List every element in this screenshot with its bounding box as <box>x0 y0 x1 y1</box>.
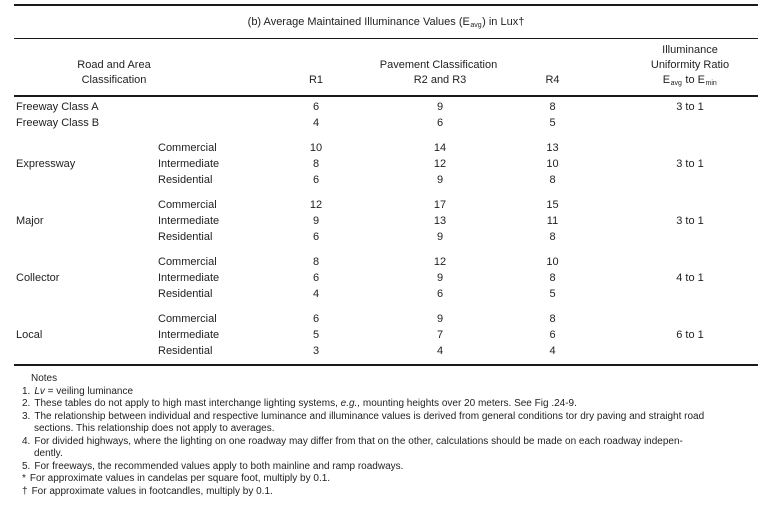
cell-r2r3: 9 <box>436 174 444 186</box>
cell-area: Intermediate <box>158 329 220 341</box>
ratio-header-line2: Uniformity Ratio <box>650 59 730 71</box>
cell-road <box>14 311 155 327</box>
note-marker: † <box>22 485 28 497</box>
cell-r1: 9 <box>312 215 320 227</box>
note-text: For approximate values in footcandles, multiply by 0.1. <box>31 485 273 497</box>
cell-r4: 8 <box>549 272 556 284</box>
cell-r1: 6 <box>312 101 320 113</box>
note-text: For divided highways, where the lighting on one roadway may differ from that on the other, calculations should be made on each roadway indepen- dently. <box>34 435 683 459</box>
road-area-header <box>14 58 262 88</box>
table-row <box>14 115 758 131</box>
note-item <box>22 461 758 474</box>
pavement-header <box>262 58 595 88</box>
cell-road: Local <box>16 329 43 341</box>
group-gap <box>14 188 758 197</box>
column-header-r2r3: R2 and R3 <box>413 74 467 86</box>
cell-r2r3: 6 <box>436 117 444 129</box>
cell-ratio: 3 to 1 <box>676 158 704 170</box>
cell-road: Expressway <box>16 158 76 170</box>
group-gap <box>14 245 758 254</box>
table-row <box>14 286 758 302</box>
column-header-r1: R1 <box>308 74 324 86</box>
note-marker: * <box>22 473 26 484</box>
cell-area: Commercial <box>158 313 217 325</box>
pavement-header-title: Pavement Classification <box>379 59 498 71</box>
cell-ratio: 3 to 1 <box>676 101 704 113</box>
cell-area <box>155 99 262 115</box>
cell-road <box>14 343 155 359</box>
cell-r4: 8 <box>549 313 556 325</box>
table-row <box>14 229 758 245</box>
note-text: For freeways, the recommended values apply to both mainline and ramp roadways. <box>34 460 404 472</box>
cell-r2r3: 4 <box>436 345 444 357</box>
note-marker: 3. <box>22 410 31 422</box>
ratio-header-line3: Eavg to Emin <box>662 74 717 87</box>
cell-area: Intermediate <box>158 158 220 170</box>
cell-area: Residential <box>158 345 213 357</box>
note-marker: 2. <box>22 398 31 409</box>
cell-r1: 3 <box>312 345 320 357</box>
table-row <box>14 270 758 286</box>
cell-r4: 15 <box>546 199 559 211</box>
cell-road: Collector <box>16 272 60 284</box>
cell-r2r3: 7 <box>436 329 444 341</box>
illuminance-table <box>14 4 758 366</box>
cell-area <box>155 115 262 131</box>
table-body <box>14 97 758 366</box>
table-row <box>14 213 758 229</box>
table-row <box>14 99 758 115</box>
cell-r4: 4 <box>549 345 556 357</box>
cell-road: Freeway Class B <box>16 117 100 129</box>
table-row <box>14 254 758 270</box>
cell-r1: 6 <box>312 231 320 243</box>
column-header-r4: R4 <box>545 74 560 86</box>
cell-area: Commercial <box>158 256 217 268</box>
cell-road: Major <box>16 215 44 227</box>
note-marker: 5. <box>22 460 31 472</box>
note-item <box>22 473 758 486</box>
cell-ratio <box>595 197 757 213</box>
cell-ratio <box>595 254 757 270</box>
cell-road <box>14 229 155 245</box>
cell-r4: 6 <box>549 329 556 341</box>
cell-r2r3: 13 <box>433 215 447 227</box>
cell-r1: 4 <box>312 288 320 300</box>
cell-r4: 5 <box>549 117 556 129</box>
cell-ratio: 3 to 1 <box>676 215 704 227</box>
cell-r2r3: 12 <box>433 158 447 170</box>
cell-r1: 10 <box>309 142 323 154</box>
cell-r1: 5 <box>312 329 320 341</box>
table-caption <box>14 4 758 39</box>
table-row <box>14 311 758 327</box>
cell-ratio <box>595 115 757 131</box>
cell-ratio <box>595 172 757 188</box>
cell-r1: 8 <box>312 158 320 170</box>
note-item <box>22 398 758 411</box>
cell-ratio <box>595 311 757 327</box>
group-gap <box>14 131 758 140</box>
cell-r4: 8 <box>549 174 556 186</box>
table-row <box>14 197 758 213</box>
cell-ratio <box>595 140 757 156</box>
note-item <box>22 411 758 436</box>
uniformity-ratio-header <box>595 43 757 88</box>
notes-section <box>22 373 758 498</box>
note-marker: 1. <box>22 385 31 397</box>
cell-r4: 11 <box>546 215 559 227</box>
table-row <box>14 327 758 343</box>
cell-area: Commercial <box>158 142 217 154</box>
note-text: Lv = veiling luminance <box>34 385 134 397</box>
table-caption-text: (b) Average Maintained Illuminance Values (Eavg) in Lux† <box>247 16 525 29</box>
cell-road <box>14 286 155 302</box>
table-row <box>14 140 758 156</box>
cell-ratio <box>595 286 757 302</box>
cell-area: Residential <box>158 231 213 243</box>
cell-r2r3: 9 <box>436 231 444 243</box>
cell-area: Residential <box>158 288 213 300</box>
cell-r2r3: 9 <box>436 272 444 284</box>
table-row <box>14 343 758 359</box>
note-text: For approximate values in candelas per square foot, multiply by 0.1. <box>29 473 331 484</box>
cell-r1: 6 <box>312 272 320 284</box>
cell-area: Intermediate <box>158 272 220 284</box>
cell-r1: 6 <box>312 174 320 186</box>
note-text: The relationship between individual and respective luminance and illuminance values is derived from general conditions tor dry paving and straight road sections. This relationship does not apply to averages. <box>34 410 705 434</box>
cell-road <box>14 140 155 156</box>
cell-road <box>14 172 155 188</box>
cell-r1: 6 <box>312 313 320 325</box>
cell-road <box>14 254 155 270</box>
cell-r4: 8 <box>549 101 556 113</box>
notes-heading: Notes <box>31 373 58 384</box>
cell-r2r3: 9 <box>436 313 444 325</box>
table-row <box>14 172 758 188</box>
cell-r4: 13 <box>546 142 559 154</box>
cell-area: Residential <box>158 174 213 186</box>
cell-r4: 10 <box>546 256 559 268</box>
cell-r4: 8 <box>549 231 556 243</box>
road-area-header-line1: Road and Area <box>77 59 151 71</box>
cell-area: Intermediate <box>158 215 220 227</box>
cell-ratio: 6 to 1 <box>676 329 704 341</box>
cell-r1: 8 <box>312 256 320 268</box>
cell-r2r3: 6 <box>436 288 444 300</box>
cell-ratio <box>595 343 757 359</box>
cell-r2r3: 14 <box>433 142 447 154</box>
cell-r2r3: 9 <box>436 101 444 113</box>
cell-r1: 4 <box>312 117 320 129</box>
cell-r2r3: 17 <box>433 199 447 211</box>
pavement-subheaders <box>262 73 595 88</box>
note-item <box>22 436 758 461</box>
road-area-header-line2: Classification <box>81 74 147 86</box>
group-gap <box>14 302 758 311</box>
table-header <box>14 39 758 97</box>
note-text: These tables do not apply to high mast interchange lighting systems, e.g., mounting heights over 20 meters. See Fig .24-9. <box>34 398 577 409</box>
cell-r1: 12 <box>309 199 323 211</box>
cell-ratio: 4 to 1 <box>676 272 704 284</box>
cell-road: Freeway Class A <box>16 101 99 113</box>
cell-r4: 5 <box>549 288 556 300</box>
note-marker: 4. <box>22 435 31 447</box>
ratio-header-line1: Illuminance <box>662 44 718 56</box>
cell-r2r3: 12 <box>433 256 447 268</box>
cell-ratio <box>595 229 757 245</box>
note-item <box>22 386 758 399</box>
table-row <box>14 156 758 172</box>
notes-list <box>22 386 758 499</box>
note-item <box>22 486 758 499</box>
cell-road <box>14 197 155 213</box>
cell-r4: 10 <box>546 158 559 170</box>
cell-area: Commercial <box>158 199 217 211</box>
